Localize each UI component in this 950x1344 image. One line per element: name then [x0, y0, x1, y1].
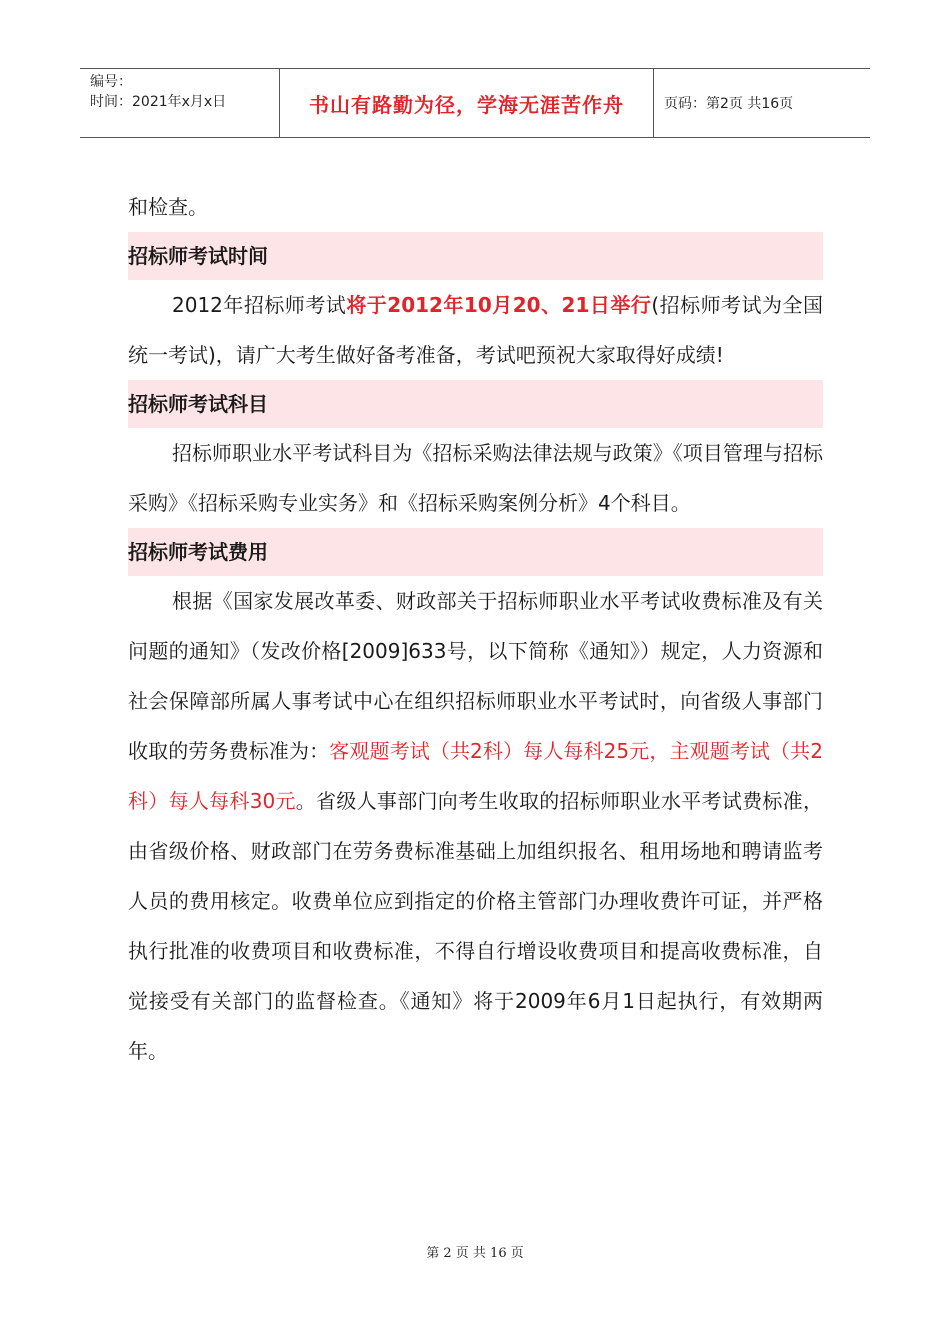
- section-heading-exam-time: 招标师考试时间: [128, 232, 823, 280]
- exam-fees-text-b: 。省级人事部门向考生收取的招标师职业水平考试费标准，由省级价格、财政部门在劳务费标准基础上加组织报名、租用场地和聘请监考人员的费用核定。收费单位应到指定的价格主管部门办理收费许可证，并严格执行批准的收费项目和收费标准，不得自行增设收费项目和提高收费标准，自觉接受有关部门的监督检查。《通知》将于2009年6月1日起执行，有效期两年。: [128, 789, 823, 1063]
- header-time-label: 时间：2021年x月x日: [90, 94, 227, 110]
- exam-time-text-b: (招标师考试为全国统一考试)，请广大考生做好备考准备，考试吧预祝大家取得好成绩!: [128, 293, 823, 367]
- section-heading-exam-subjects: 招标师考试科目: [128, 380, 823, 428]
- document-body: [128, 182, 823, 1076]
- paragraph-exam-fees: [128, 576, 823, 1076]
- page-footer: 第 2 页 共 16 页: [426, 1246, 524, 1261]
- paragraph-exam-subjects: 招标师职业水平考试科目为《招标采购法律法规与政策》《项目管理与招标采购》《招标采购专业实务》和《招标采购案例分析》4个科目。: [128, 441, 823, 515]
- paragraph-exam-time: [128, 280, 823, 380]
- exam-fees-text-a: 根据《国家发展改革委、财政部关于招标师职业水平考试收费标准及有关问题的通知》（发改价格[2009]633号，以下简称《通知》）规定，人力资源和社会保障部所属人事考试中心在组织招标师职业水平考试时，向省级人事部门收取的劳务费标准为：: [128, 589, 823, 763]
- header-meta: [80, 69, 280, 137]
- header-page-info: 页码：第2页 共16页: [664, 96, 794, 112]
- exam-fees-highlight: 客观题考试（共2科）每人每科25元，主观题考试（共2科）每人每科30元: [128, 739, 824, 813]
- section-heading-exam-fees: 招标师考试费用: [128, 528, 823, 576]
- continuation-text: 和检查。: [128, 195, 208, 219]
- exam-time-text-a: 2012年招标师考试: [172, 293, 347, 317]
- exam-time-highlight: 将于2012年10月20、21日举行: [346, 293, 652, 317]
- header-motto: 书山有路勤为径，学海无涯苦作舟: [280, 69, 654, 137]
- page-header: [80, 68, 870, 138]
- header-number-label: 编号：: [90, 74, 132, 90]
